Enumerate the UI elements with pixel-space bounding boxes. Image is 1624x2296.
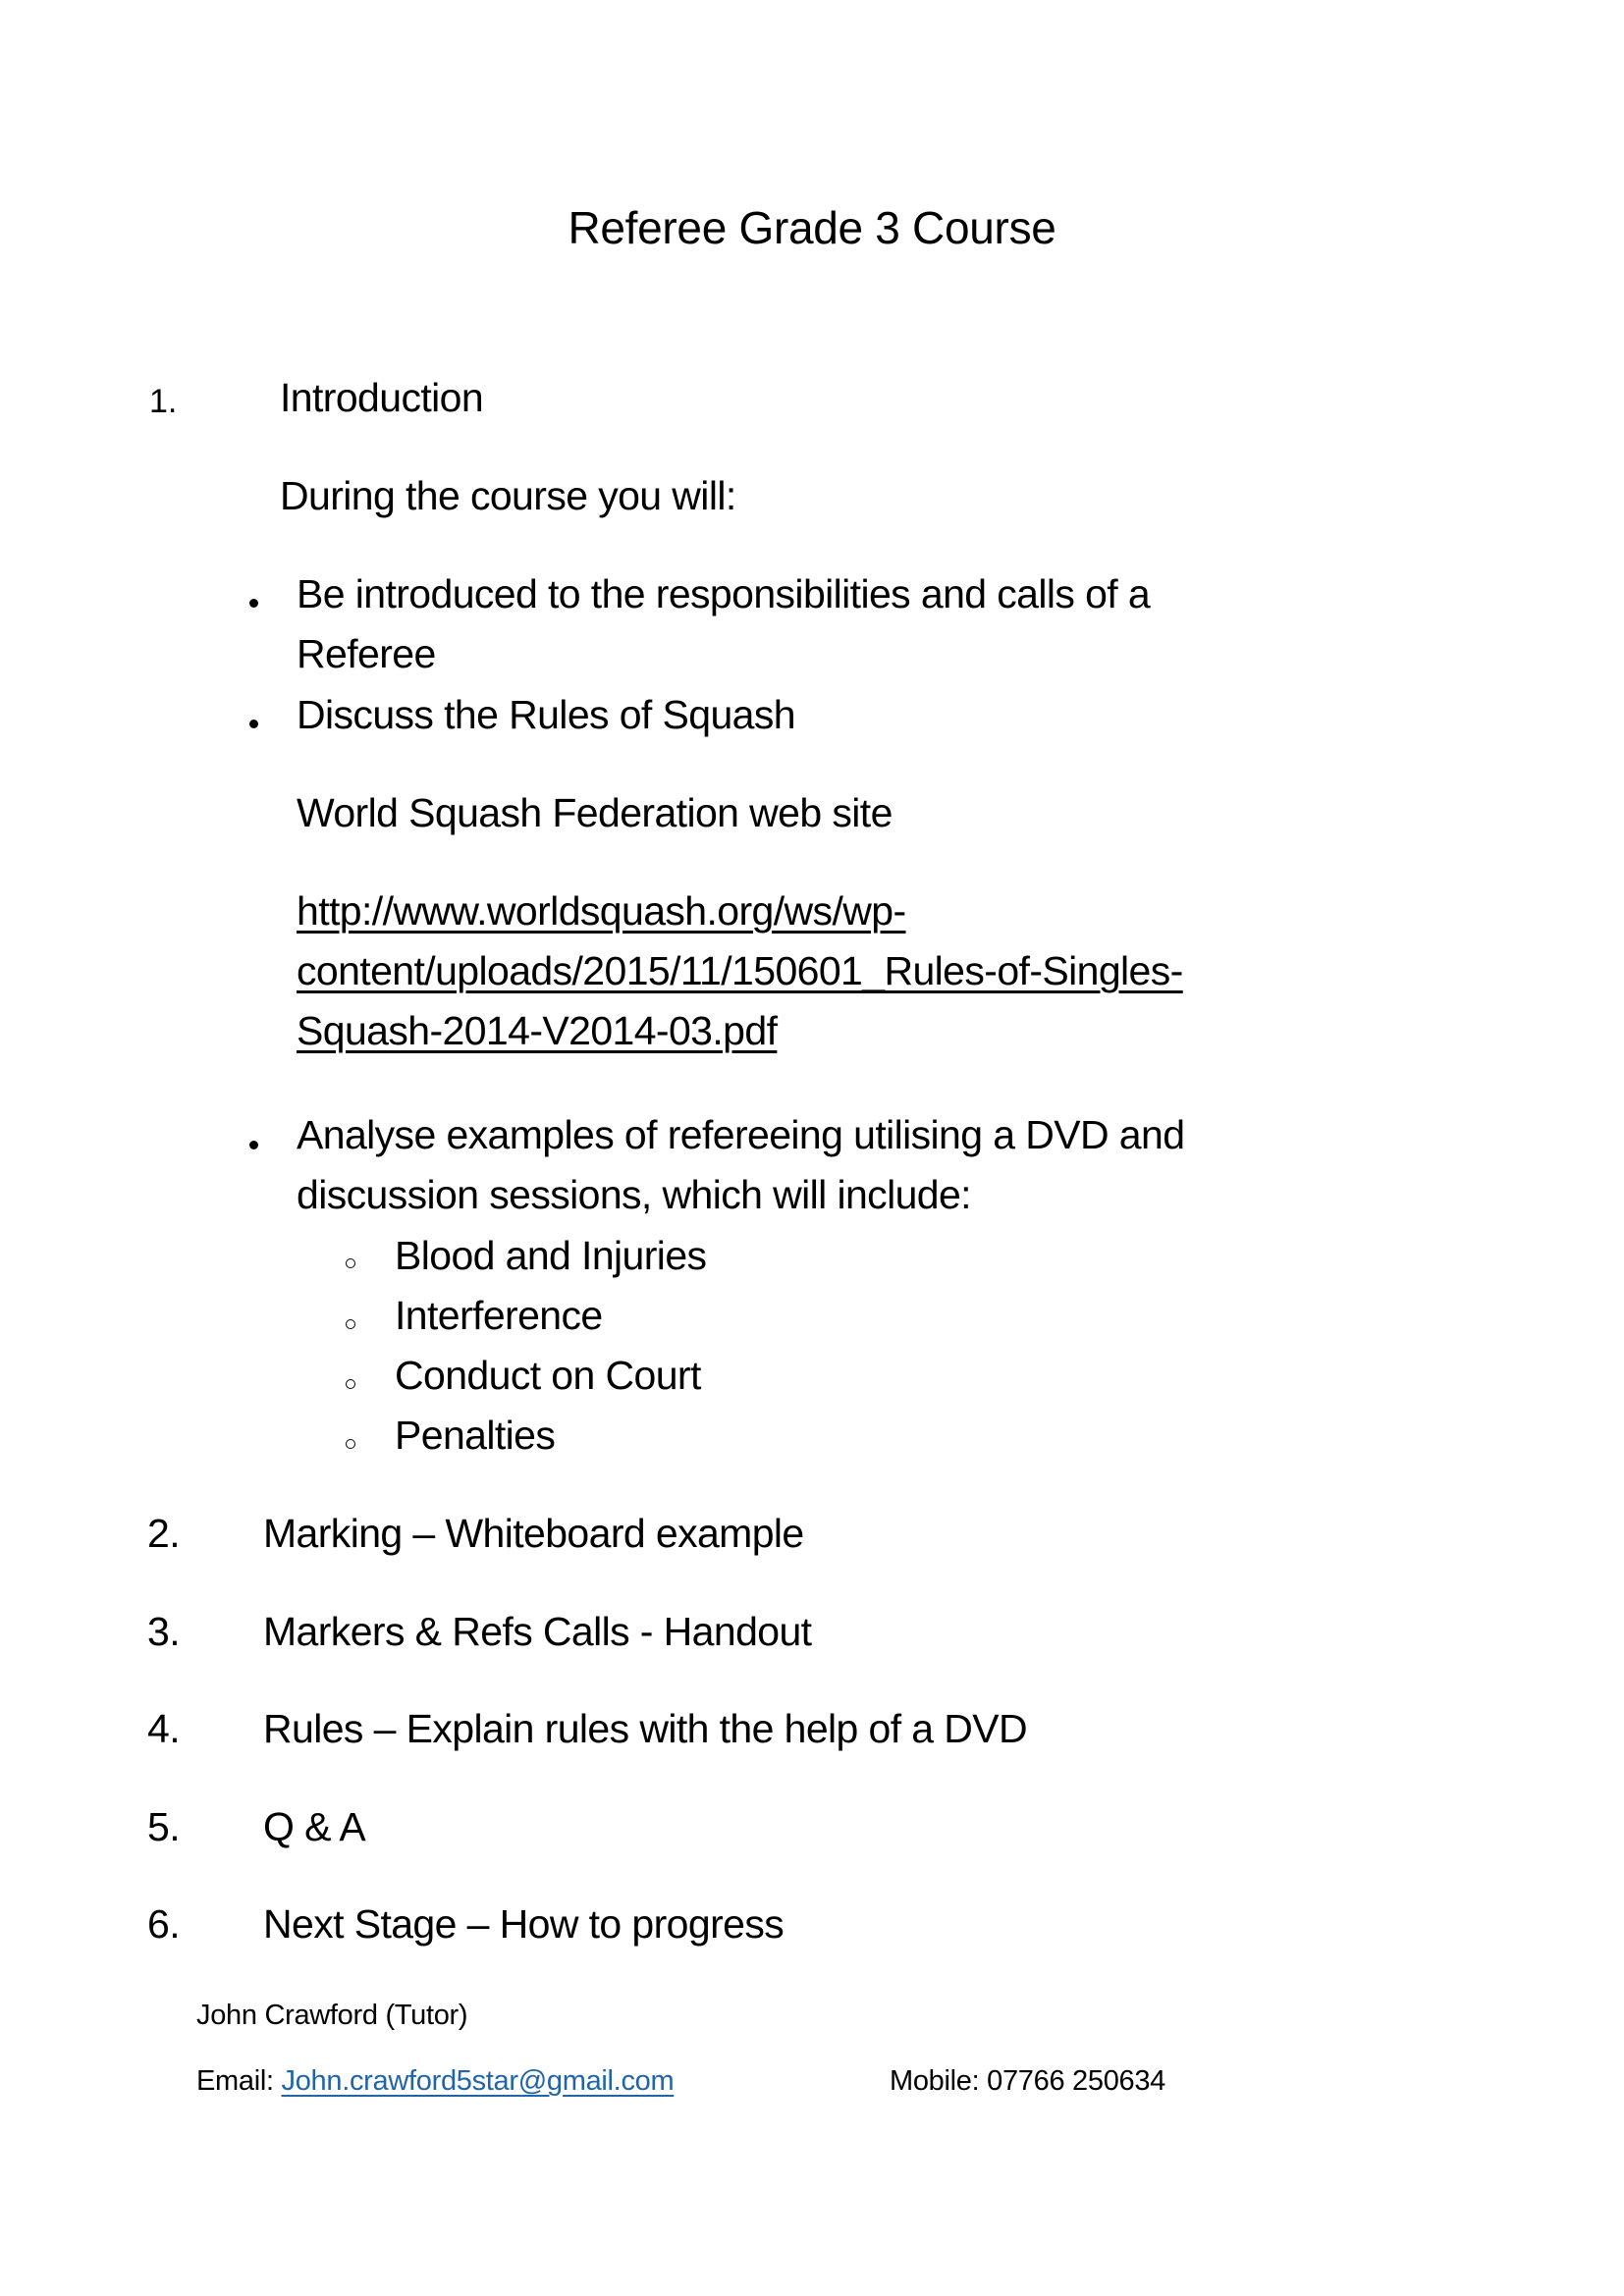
section-6-heading: Next Stage – How to progress [263, 1901, 785, 1947]
rules-pdf-link-line2[interactable]: content/uploads/2015/11/150601_Rules-of-Singles- [297, 948, 1183, 993]
bullet-1-line2: Referee [297, 631, 436, 676]
sub-item-blood-injuries: Blood and Injuries [395, 1233, 707, 1278]
section-4-heading: Rules – Explain rules with the help of a DVD [263, 1706, 1028, 1751]
section-6-number: 6. [147, 1901, 180, 1947]
sub-item-penalties: Penalties [395, 1413, 556, 1458]
bullet-icon [249, 599, 258, 608]
email-label: Email: [196, 2065, 282, 2097]
rules-pdf-link-line3[interactable]: Squash-2014-V2014-03.pdf [297, 1008, 778, 1053]
bullet-icon [249, 720, 258, 728]
circle-bullet-icon [346, 1379, 355, 1389]
bullet-icon [249, 1141, 258, 1149]
section-4-number: 4. [147, 1706, 180, 1751]
bullet-3-line1: Analyse examples of refereeing utilising a DVD and [297, 1112, 1185, 1157]
page-title: Referee Grade 3 Course [568, 202, 1056, 253]
wsf-website-note: World Squash Federation web site [297, 790, 893, 835]
sub-item-interference: Interference [395, 1293, 603, 1338]
section-3-number: 3. [147, 1609, 180, 1654]
email-line [196, 2065, 674, 2098]
section-5-heading: Q & A [263, 1804, 366, 1849]
tutor-name: John Crawford (Tutor) [196, 2000, 468, 2031]
bullet-1-line1: Be introduced to the responsibilities and calls of a [297, 571, 1151, 616]
section-1-number: 1. [149, 383, 178, 420]
circle-bullet-icon [346, 1319, 355, 1329]
section-2-heading: Marking – Whiteboard example [263, 1511, 804, 1556]
section-2-number: 2. [147, 1511, 180, 1556]
sub-item-conduct-on-court: Conduct on Court [395, 1353, 701, 1398]
circle-bullet-icon [346, 1439, 355, 1449]
circle-bullet-icon [346, 1258, 355, 1268]
email-link[interactable]: John.crawford5star@gmail.com [281, 2065, 675, 2097]
section-1-heading: Introduction [280, 375, 484, 420]
section-3-heading: Markers & Refs Calls - Handout [263, 1609, 812, 1654]
section-1-intro: During the course you will: [280, 473, 736, 518]
rules-pdf-link-line1[interactable]: http://www.worldsquash.org/ws/wp- [297, 888, 906, 934]
mobile-number: Mobile: 07766 250634 [890, 2065, 1166, 2097]
bullet-2-line1: Discuss the Rules of Squash [297, 692, 795, 737]
bullet-3-line2: discussion sessions, which will include: [297, 1172, 971, 1217]
section-5-number: 5. [147, 1804, 180, 1849]
